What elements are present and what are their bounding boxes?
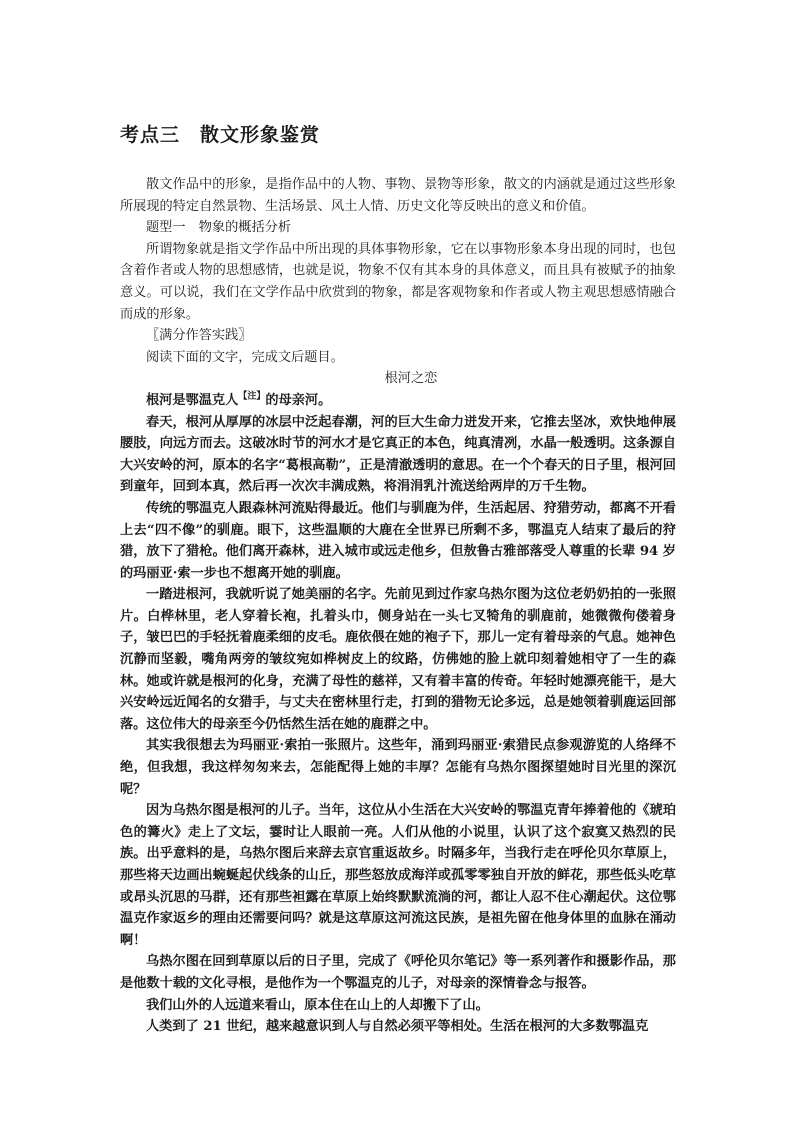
article-paragraph-5: 其实我很想去为玛丽亚·索拍一张照片。这些年，涌到玛丽亚·索猎民点参观游览的人络绎不绝，但我想，我这样匆匆来去，怎能配得上她的丰厚？怎能有乌热尔图探望她时目光里的深沉呢？ xyxy=(120,738,676,797)
article-paragraph-1 xyxy=(120,390,676,412)
article-paragraph-3: 传统的鄂温克人跟森林河流贴得最近。他们与驯鹿为伴，生活起居、狩猎劳动，都离不开看上去“四不像”的驯鹿。眼下，这些温顺的大鹿在全世界已所剩不多，鄂温克人结束了最后的狩猎，放下了猎枪。他们离开森林，进入城市或远走他乡，但敖鲁古雅部落受人尊重的长辈 94 岁的玛丽亚·索一步也不想离开她的驯鹿。 xyxy=(120,500,676,581)
article-title: 根河之恋 xyxy=(384,371,438,387)
article-paragraph-8: 我们山外的人远道来看山，原本住在山上的人却搬下了山。 xyxy=(146,997,489,1013)
question-type-heading: 题型一 物象的概括分析 xyxy=(146,220,292,236)
article-paragraph-6: 因为乌热尔图是根河的儿子。当年，这位从小生活在大兴安岭的鄂温克青年捧着他的《琥珀色的篝火》走上了文坛，霎时让人眼前一亮。人们从他的小说里，认识了这个寂寞又热烈的民族。出乎意料的是，乌热尔图后来辞去京官重返故乡。时隔多年，当我行走在呼伦贝尔草原上，那些将天边画出蜿蜒起伏线条的山丘，那些怒放成海洋或孤零零独自开放的鲜花，那些低头吃草或昂头沉思的马群，还有那些袒露在草原上始终默默流淌的河，都让人忍不住心潮起伏。这位鄂温克作家返乡的理由还需要问吗？就是这草原这河流这民族，是祖先留在他身体里的血脉在涌动啊！ xyxy=(120,803,676,948)
footnote-marker[interactable]: 【注】 xyxy=(238,391,266,402)
reading-instruction: 阅读下面的文字，完成文后题目。 xyxy=(146,349,344,365)
article-paragraph-2: 春天，根河从厚厚的冰层中泛起春潮，河的巨大生命力迸发开来，它推去坚冰，欢快地伸展腰肢，向远方而去。这破冰时节的河水才是它真正的本色，纯真清冽，水晶一般透明。这条源自大兴安岭的河，原本的名字“葛根高勒”，正是清澈透明的意思。在一个个春天的日子里，根河回到童年，回到本真，然后再一次次丰满成熟，将涓涓乳汁流送给两岸的万千生物。 xyxy=(120,414,676,495)
intro-paragraph: 散文作品中的形象，是指作品中的人物、事物、景物等形象，散文的内涵就是通过这些形象所展现的特定自然景物、生活场景、风土人情、历史文化等反映出的意义和价值。 xyxy=(120,177,676,214)
practice-label: 〖满分作答实践〗 xyxy=(146,328,252,344)
article-paragraph-9: 人类到了 21 世纪，越来越意识到人与自然必须平等相处。生活在根河的大多数鄂温克 xyxy=(146,1019,649,1035)
section-title: 考点三 散文形象鉴赏 xyxy=(120,124,321,146)
paragraph-text: 根河是鄂温克人 xyxy=(146,392,239,408)
definition-paragraph: 所谓物象就是指文学作品中所出现的具体事物形象，它在以事物形象本身出现的同时，也包含着作者或人物的思想感情，也就是说，物象不仅有其本身的具体意义，而且具有被赋予的抽象意义。可以说，我们在文学作品中欣赏到的物象，都是客观物象和作者或人物主观思想感情融合而成的形象。 xyxy=(120,241,676,322)
article-paragraph-7: 乌热尔图在回到草原以后的日子里，完成了《呼伦贝尔笔记》等一系列著作和摄影作品，那是他数十载的文化寻根，是他作为一个鄂温克的儿子，对母亲的深情眷念与报答。 xyxy=(120,954,676,991)
document-page xyxy=(120,120,676,1038)
paragraph-text: 的母亲河。 xyxy=(265,392,332,408)
article-paragraph-4: 一踏进根河，我就听说了她美丽的名字。先前见到过作家乌热尔图为这位老奶奶拍的一张照片。白桦林里，老人穿着长袍，扎着头巾，侧身站在一头七叉犄角的驯鹿前，她微微佝偻着身子，皱巴巴的手轻抚着鹿柔细的皮毛。鹿依偎在她的袍子下，那儿一定有着母亲的气息。她神色沉静而坚毅，嘴角两旁的皱纹宛如桦树皮上的纹路，仿佛她的脸上就印刻着她相守了一生的森林。她或许就是根河的化身，充满了母性的慈祥，又有着丰富的传奇。年轻时她漂亮能干，是大兴安岭远近闻名的女猎手，与丈夫在密林里行走，打到的猎物无论多远，总是她领着驯鹿运回部落。这位伟大的母亲至今仍恬然生活在她的鹿群之中。 xyxy=(120,587,676,732)
